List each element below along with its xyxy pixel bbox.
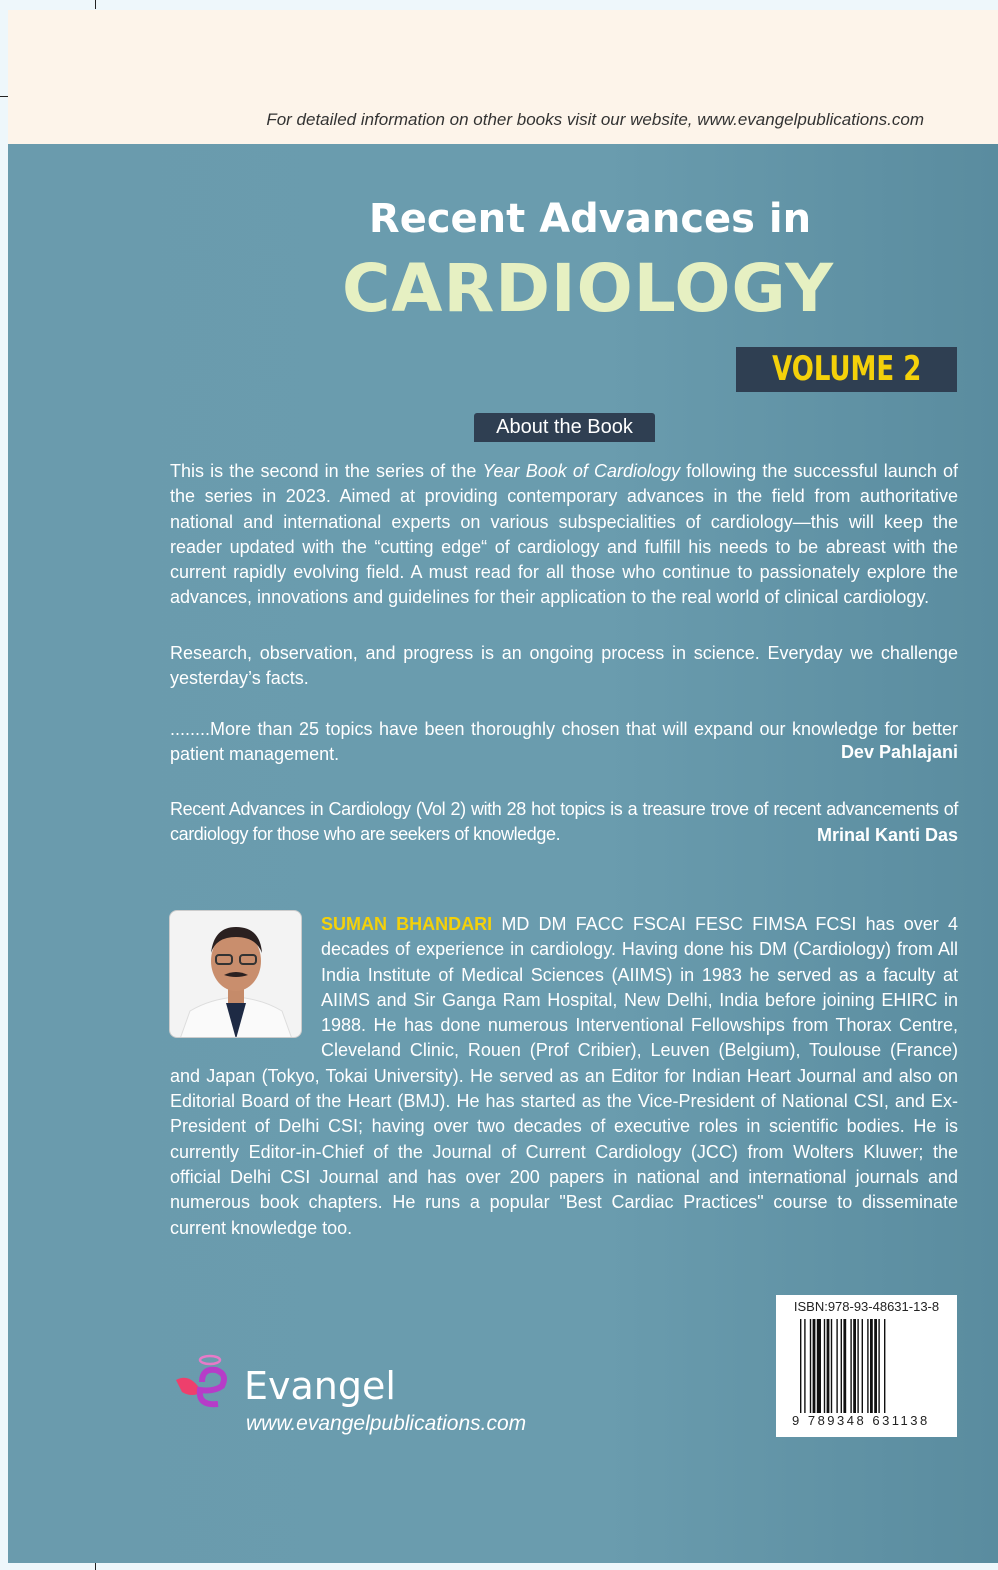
about-paragraph: This is the second in the series of the Year Book of Cardiology following the successful launch of the series in 2023. Aimed at providing contemporary advances in the field from authoritative national and international experts on various subspecialities of cardiology—this will keep the reader updated with the “cutting edge“ of cardiology and fulfill his needs to be abreast with the current rapidly evolving field. A must read for all those who continue to passionately explore the advances, innovations and guidelines for their application to the real world of clinical cardiology. bbox=[170, 461, 958, 608]
crop-mark bbox=[95, 0, 96, 9]
top-banner bbox=[8, 10, 998, 144]
about-heading: About the Book bbox=[474, 413, 655, 442]
barcode-number: 9 789348 631138 bbox=[792, 1413, 930, 1428]
barcode-box bbox=[776, 1295, 957, 1437]
publisher-name: Evangel bbox=[244, 1364, 396, 1408]
evangel-logo bbox=[172, 1352, 396, 1419]
quote-paragraph: Research, observation, and progress is an ongoing process in science. Everyday we challenge yesterday’s facts. bbox=[170, 643, 958, 689]
crop-mark bbox=[0, 96, 8, 97]
publisher-url[interactable]: www.evangelpublications.com bbox=[246, 1412, 527, 1435]
title-main: CARDIOLOGY bbox=[341, 250, 835, 327]
quote-dev: ........More than 25 topics have been thoroughly chosen that will expand our knowledge for better patient management. bbox=[170, 719, 958, 765]
quote-mrinal: Recent Advances in Cardiology (Vol 2) with 28 hot topics is a treasure trove of recent advancements of cardiology for those who are seekers of knowledge. bbox=[170, 799, 958, 845]
volume-badge: VOLUME 2 bbox=[736, 347, 957, 392]
title-line1: Recent Advances in bbox=[368, 196, 812, 242]
barcode bbox=[800, 1319, 935, 1419]
author-name: SUMAN BHANDARI bbox=[321, 914, 493, 934]
isbn-label: ISBN:978-93-48631-13-8 bbox=[793, 1299, 940, 1314]
author-photo bbox=[169, 910, 302, 1038]
signature-dev-pahlajani: Dev Pahlajani bbox=[840, 742, 958, 762]
signature-mrinal-kanti-das: Mrinal Kanti Das bbox=[816, 825, 958, 845]
author-bio: SUMAN BHANDARI MD DM FACC FSCAI FESC FIMSA FCSI has over 4 decades of experience in cardiology. Having done his DM (Cardiology) from All India Institute of Medical Sciences (AIIMS) in 1983 he served as a faculty at AIIMS and Sir Ganga Ram Hospital, New Delhi, India before joining EHIRC in 1988. He has done numerous Interventional Fellowships from Thorax Centre, Cleveland Clinic, Rouen (Prof Cribier), Leuven (Belgium), Toulouse (France) and Japan (Tokyo, Tokai University). He served as an Editor for Indian Heart Journal and also on Editorial Board of the Heart (BMJ). He has started as the Vice-President of National CSI, and Ex-President of Delhi CSI; having over two decades of executive roles in scientific bodies. He is currently Editor-in-Chief of the Journal of Current Cardiology (JCC) from Wolters Kluwer; the official Delhi CSI Journal and has over 200 papers in national and international journals and numerous book chapters. He runs a popular "Best Cardiac Practices" course to disseminate current knowledge too. bbox=[170, 914, 958, 1238]
evangel-logo-icon bbox=[172, 1352, 236, 1414]
website-note: For detailed information on other books visit our website, www.evangelpublications.com bbox=[266, 110, 924, 129]
